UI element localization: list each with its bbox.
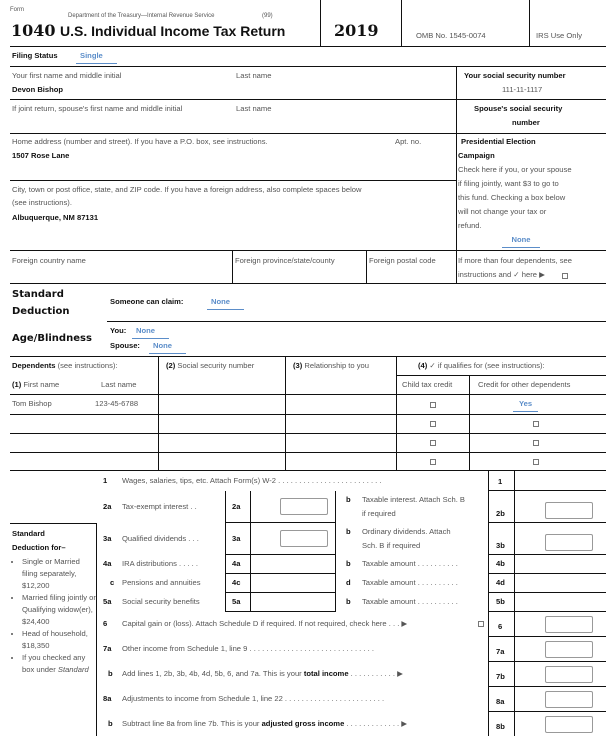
someone-can-claim-label: Someone can claim:	[110, 297, 184, 306]
filing-status-select[interactable]: Single	[76, 51, 117, 64]
irs-code: (99)	[262, 13, 273, 19]
col-other-credit-header: Credit for other dependents	[478, 380, 571, 389]
more-dependents-checkbox[interactable]	[562, 273, 568, 279]
sidebar-list	[10, 556, 96, 676]
line-6-input[interactable]	[545, 616, 593, 633]
line-number: b	[346, 527, 351, 536]
spouse-select[interactable]: None	[149, 341, 186, 354]
sidebar-title: Standard	[12, 529, 45, 538]
line-box-label: 5b	[496, 597, 505, 606]
other-credit-checkbox[interactable]	[533, 459, 539, 465]
dependents-note: (see instructions):	[57, 361, 118, 370]
you-select[interactable]: None	[132, 326, 169, 339]
campaign-title: Presidential Election	[461, 137, 536, 146]
sidebar-title-2: Deduction for–	[12, 543, 66, 552]
line-8a-text: Adjustments to income from Schedule 1, line 22 . . . . . . . . . . . . . . . . . . . . . . . .	[122, 694, 385, 703]
col-num: (3)	[293, 361, 303, 370]
foreign-province-label: Foreign province/state/county	[235, 256, 335, 265]
line-8a-input[interactable]	[545, 691, 593, 708]
line-2a-text: Tax-exempt interest . .	[122, 502, 197, 511]
line-number: 1	[103, 476, 108, 485]
someone-can-claim-select[interactable]: None	[207, 297, 244, 310]
line-number: b	[346, 597, 351, 606]
line-box-label: 4c	[232, 578, 241, 587]
child-credit-checkbox[interactable]	[430, 402, 436, 408]
line-number: 3a	[103, 534, 112, 543]
apt-label: Apt. no.	[395, 137, 422, 146]
col-num: (2)	[166, 361, 176, 370]
line-number: b	[346, 559, 351, 568]
other-credit-select[interactable]: Yes	[513, 399, 538, 412]
form-number: 1040	[11, 21, 56, 40]
sidebar-item: • Married filing jointly or Qualifying widow(er), $24,400	[22, 592, 96, 628]
line-box-label: 4a	[232, 559, 241, 568]
child-credit-checkbox[interactable]	[430, 421, 436, 427]
col-label: First name	[23, 380, 60, 389]
ssn-value[interactable]: 111-11-1117	[502, 85, 543, 94]
line-box-label: 3a	[232, 534, 241, 543]
form-label: Form	[10, 7, 24, 13]
line-8b-text	[122, 719, 407, 729]
line-2b-text-2: if required	[362, 509, 396, 518]
dependent-last-name[interactable]: 123-45-6788	[95, 399, 139, 408]
irs-use-only: IRS Use Only	[536, 31, 582, 40]
child-credit-checkbox[interactable]	[430, 440, 436, 446]
col-label: Relationship to you	[304, 361, 369, 370]
text: Subtract line 8a from line 7b. This is your	[122, 719, 262, 728]
line-box-label: 8a	[496, 697, 505, 706]
dependents-title	[12, 361, 118, 371]
you-label: You:	[110, 326, 127, 335]
line-box-label: 3b	[496, 541, 505, 550]
col-last-name-header: Last name	[101, 380, 137, 389]
text: . . . . . . . . . . . . . ▶	[344, 719, 408, 728]
line-5a-text: Social security benefits	[122, 597, 200, 606]
form-title: U.S. Individual Income Tax Return	[60, 23, 286, 39]
sidebar-item: • Single or Married filing separately, $12,200	[22, 556, 96, 592]
line-7a-input[interactable]	[545, 641, 593, 658]
sidebar-item-text: If you checked any box under	[22, 653, 86, 674]
taxpayer-name[interactable]: Devon Bishop	[12, 85, 64, 94]
campaign-text: if filing jointly, want $3 to go to	[458, 179, 559, 188]
line-box-label: 8b	[496, 722, 505, 731]
campaign-text: refund.	[458, 221, 482, 230]
line-box-label: 1	[498, 477, 503, 486]
line-number: 6	[103, 619, 108, 628]
city-label-2: (see instructions).	[12, 198, 72, 207]
sidebar-item	[22, 652, 96, 676]
line-2b-text: Taxable interest. Attach Sch. B	[362, 495, 465, 504]
city-label: City, town or post office, state, and ZIP code. If you have a foreign address, also complete spaces below	[12, 185, 362, 194]
line-3b-text-2: Sch. B if required	[362, 541, 421, 550]
spouse-ssn-label-2: number	[512, 118, 540, 127]
line-number: 5a	[103, 597, 112, 606]
age-blindness-title: Age/Blindness	[12, 333, 92, 344]
line-box-label: 2b	[496, 509, 505, 518]
spouse-label: Spouse:	[110, 341, 140, 350]
filing-status-label: Filing Status	[12, 51, 58, 60]
campaign-select[interactable]: None	[502, 235, 540, 248]
more-dependents-text: If more than four dependents, see	[458, 256, 572, 265]
home-address-label: Home address (number and street). If you have a P.O. box, see instructions.	[12, 137, 268, 146]
standard-deduction-sidebar	[10, 523, 97, 736]
text: . . . . . . . . . . . ▶	[348, 669, 403, 678]
col-num: (4)	[418, 361, 428, 370]
omb-number: OMB No. 1545-0074	[416, 31, 486, 40]
home-address-value[interactable]: 1507 Rose Lane	[12, 151, 70, 160]
line-2b-input[interactable]	[545, 502, 593, 519]
department: Department of the Treasury—Internal Revenue Service	[68, 13, 215, 19]
line-number: 2a	[103, 502, 112, 511]
col-first-name-header	[12, 380, 59, 390]
col-label: ✓ if qualifies for (see instructions):	[429, 361, 545, 370]
line-4c-text: Pensions and annuities	[122, 578, 201, 587]
line-number: b	[108, 669, 113, 678]
line-7a-text: Other income from Schedule 1, line 9 . . . . . . . . . . . . . . . . . . . . . . . . . . . . . .	[122, 644, 374, 653]
tax-year: 2019	[334, 21, 379, 40]
spouse-last-name-label: Last name	[236, 104, 272, 113]
line-7b-text	[122, 669, 403, 679]
agi-label: adjusted gross income	[261, 719, 345, 728]
more-dependents-text-2: instructions and ✓ here ▶	[458, 270, 545, 279]
line-number: b	[346, 495, 351, 504]
sidebar-item: • Head of household, $18,350	[22, 628, 96, 652]
total-income-label: total income	[303, 669, 349, 678]
line-4a-text: IRA distributions . . . . .	[122, 559, 198, 568]
other-credit-checkbox[interactable]	[533, 421, 539, 427]
col-label: Social security number	[177, 361, 255, 370]
city-value[interactable]: Albuquerque, NM 87131	[12, 213, 99, 222]
col-ssn-header	[166, 361, 254, 371]
line-number: 8a	[103, 694, 112, 703]
campaign-text: Check here if you, or your spouse	[458, 165, 572, 174]
line-box-label: 4d	[496, 578, 505, 587]
line-2a-input[interactable]	[280, 498, 328, 515]
line-box-label: 5a	[232, 597, 241, 606]
line-1-text: Wages, salaries, tips, etc. Attach Form(s) W-2 . . . . . . . . . . . . . . . . . . . . . . . . .	[122, 476, 382, 485]
line-4b-text: Taxable amount . . . . . . . . . .	[362, 559, 458, 568]
line-3b-text: Ordinary dividends. Attach	[362, 527, 451, 536]
col-qualifies-header	[418, 361, 545, 371]
campaign-text: will not change your tax or	[458, 207, 547, 216]
col-child-credit-header: Child tax credit	[402, 380, 453, 389]
campaign-text: this fund. Checking a box below	[458, 193, 566, 202]
line-box-label: 2a	[232, 502, 241, 511]
ssn-label: Your social security number	[464, 71, 566, 80]
spouse-first-name-label: If joint return, spouse's first name and middle initial	[12, 104, 183, 113]
line-3a-input[interactable]	[280, 530, 328, 547]
line-box-label: 7a	[496, 647, 505, 656]
first-name-label: Your first name and middle initial	[12, 71, 122, 80]
line-box-label: 4b	[496, 559, 505, 568]
other-credit-checkbox[interactable]	[533, 440, 539, 446]
line-6-checkbox[interactable]	[478, 621, 484, 627]
line-3b-input[interactable]	[545, 534, 593, 551]
line-number: d	[346, 578, 351, 587]
line-box-label: 6	[498, 622, 503, 631]
line-number: c	[110, 578, 115, 587]
standard-deduction-title-2: Deduction	[12, 306, 70, 317]
line-number: 7a	[103, 644, 112, 653]
col-relationship-header	[293, 361, 369, 371]
line-number: b	[108, 719, 113, 728]
line-number: 4a	[103, 559, 112, 568]
line-box-label: 7b	[496, 672, 505, 681]
col-num: (1)	[12, 380, 22, 389]
dependents-label: Dependents	[12, 361, 56, 370]
line-5b-text: Taxable amount . . . . . . . . . .	[362, 597, 458, 606]
line-4d-text: Taxable amount . . . . . . . . . .	[362, 578, 458, 587]
text: Add lines 1, 2b, 3b, 4b, 4d, 5b, 6, and 7a. This is your	[122, 669, 304, 678]
dependent-first-name[interactable]: Tom Bishop	[12, 399, 52, 408]
foreign-country-label: Foreign country name	[12, 256, 86, 265]
child-credit-checkbox[interactable]	[430, 459, 436, 465]
line-3a-text: Qualified dividends . . .	[122, 534, 199, 543]
standard-deduction-title: Standard	[12, 289, 64, 300]
line-7b-input[interactable]	[545, 666, 593, 683]
sidebar-item-italic: Standard	[57, 665, 89, 674]
line-8b-input[interactable]	[545, 716, 593, 733]
line-6-text: Capital gain or (loss). Attach Schedule D if required. If not required, check here . . . ▶	[122, 619, 408, 628]
last-name-label: Last name	[236, 71, 272, 80]
foreign-postal-label: Foreign postal code	[369, 256, 436, 265]
spouse-ssn-label: Spouse's social security	[474, 104, 563, 113]
campaign-title-2: Campaign	[458, 151, 495, 160]
